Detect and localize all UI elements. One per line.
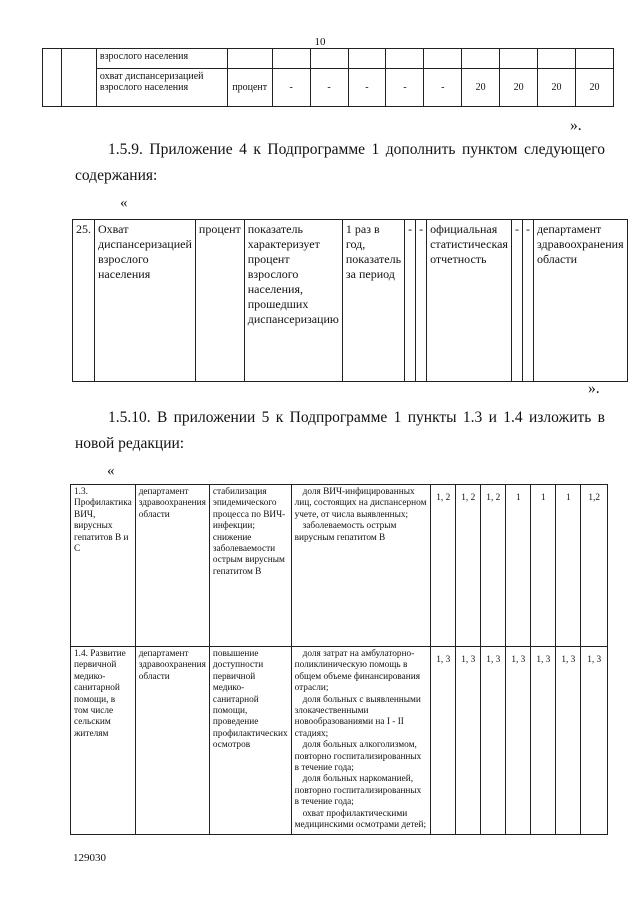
item-1-4-value: 1, 3 — [431, 647, 456, 835]
item-1-4-value: 1, 3 — [456, 647, 481, 835]
item-25-unit: процент — [195, 220, 244, 382]
top-table-value: - — [348, 69, 386, 107]
top-table-value: 20 — [462, 69, 500, 107]
item-25-responsible: департамент здравоохранения области — [533, 220, 627, 382]
item-1-3-value: 1, 2 — [456, 485, 481, 647]
item-25-number: 25. — [73, 220, 95, 382]
item-1-3-executor: департамент здравоохранения области — [135, 485, 209, 647]
top-table-value: - — [424, 69, 462, 107]
item-25-dash: - — [522, 220, 533, 382]
item-25-name: Охват диспансеризацией взрослого населения — [95, 220, 196, 382]
top-table — [42, 48, 614, 107]
top-table-value: - — [272, 69, 310, 107]
item-25-dash: - — [511, 220, 522, 382]
item-1-3-value: 1 — [506, 485, 531, 647]
item-1-4-value: 1, 3 — [481, 647, 506, 835]
item-25-table — [72, 219, 628, 382]
item-1-3-indicators — [291, 485, 431, 647]
item-1-4-executor: департамент здравоохранения области — [135, 647, 209, 835]
footer-code: 129030 — [73, 852, 106, 864]
indicator-text: доля затрат на амбулаторно-поликлиническую помощь в общем объеме финансирования отрасли; — [294, 649, 420, 694]
top-table-value: 20 — [500, 69, 538, 107]
paragraph-1-5-9: 1.5.9. Приложение 4 к Подпрограмме 1 дополнить пунктом следующего содержания: — [75, 141, 605, 184]
indicator-text: заболеваемость острым вирусным гепатитом В — [294, 521, 397, 543]
item-1-3-title: 1.3. Профилактика ВИЧ, вирусных гепатитов В и С — [71, 485, 136, 647]
page-number: 10 — [314, 36, 326, 48]
item-25-dash: - — [416, 220, 427, 382]
item-1-3-goal: стабилизация эпидемического процесса по ВИЧ-инфекции; снижение заболеваемости острым вирусным гепатитом В — [209, 485, 291, 647]
closing-quote: ». — [570, 117, 582, 134]
top-table-row1-text: взрослого населения — [96, 49, 227, 69]
indicator-text: доля больных алкоголизмом, повторно госпитализированных в течение года; — [294, 740, 422, 774]
item-25-dash: - — [405, 220, 416, 382]
top-table-value: - — [386, 69, 424, 107]
item-1-4-value: 1, 3 — [581, 647, 608, 835]
item-1-4-value: 1, 3 — [556, 647, 581, 835]
item-25-definition: показатель характеризует процент взрослого населения, прошедших диспансеризацию — [244, 220, 342, 382]
top-table-value: - — [310, 69, 348, 107]
items-table — [70, 484, 608, 835]
indicator-text: доля больных наркоманией, повторно госпитализированных в течение года; — [294, 774, 422, 808]
indicator-text: доля больных с выявленными злокачественными новообразованиями на I - II стадиях; — [294, 694, 421, 739]
top-table-unit: процент — [227, 69, 272, 107]
top-table-value: 20 — [575, 69, 613, 107]
item-1-4-value: 1, 3 — [531, 647, 556, 835]
opening-quote: « — [107, 463, 115, 479]
item-25-frequency: 1 раз в год, показатель за период — [342, 220, 404, 382]
top-table-value: 20 — [538, 69, 576, 107]
item-1-4-indicators — [291, 647, 431, 835]
item-25-source: официальная статистическая отчетность — [427, 220, 512, 382]
item-1-3-value: 1 — [556, 485, 581, 647]
paragraph-1-5-10: 1.5.10. В приложении 5 к Подпрограмме 1 пункты 1.3 и 1.4 изложить в новой редакции: — [75, 409, 605, 452]
item-1-4-value: 1, 3 — [506, 647, 531, 835]
top-table-cell-empty — [61, 49, 96, 107]
item-1-4-title: 1.4. Развитие первичной медико-санитарной помощи, в том числе сельским жителям — [71, 647, 136, 835]
opening-quote: « — [120, 195, 128, 211]
indicator-text: доля ВИЧ-инфицированных лиц, состоящих на диспансерном учете, от числа выявленных; — [294, 487, 427, 520]
item-1-4-goal: повышение доступности первичной медико-санитарной помощи, проведение профилактических осмотров — [209, 647, 291, 835]
item-1-3-value: 1 — [531, 485, 556, 647]
item-1-3-value: 1,2 — [581, 485, 608, 647]
indicator-text: охват профилактическими медицинскими осмотрами детей; — [294, 808, 427, 831]
item-1-3-value: 1, 2 — [481, 485, 506, 647]
top-table-row2-text: охват диспансеризацией взрослого населения — [96, 69, 227, 107]
top-table-cell-empty — [43, 49, 62, 107]
closing-quote: ». — [588, 380, 600, 397]
item-1-3-value: 1, 2 — [431, 485, 456, 647]
